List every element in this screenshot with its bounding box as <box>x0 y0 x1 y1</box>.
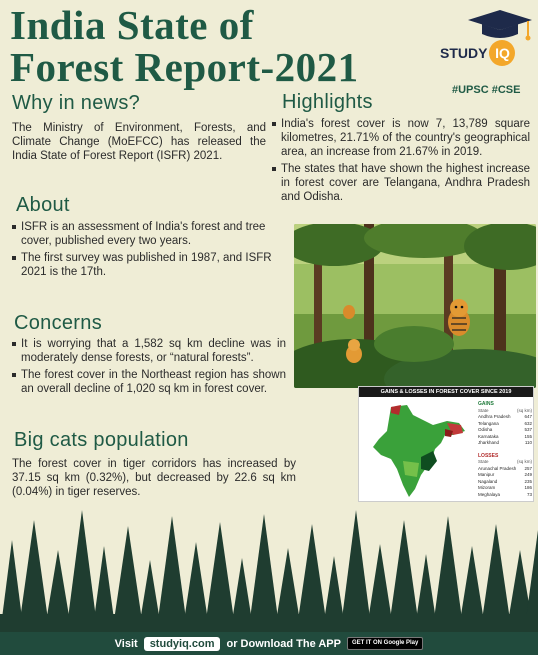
cell: Karnataka <box>478 433 499 439</box>
cell: 155 <box>524 433 532 439</box>
cell: Andhra Pradesh <box>478 414 511 419</box>
gains-table <box>478 401 532 498</box>
footer-bar <box>0 632 538 655</box>
list-item: India's forest cover is now 7, 13,789 square kilometres, 21.71% of the country's geographical area, an increase from 21.67% in 2019. <box>272 117 530 159</box>
gains-losses-map-card <box>358 386 534 502</box>
site-link[interactable]: studyiq.com <box>144 637 221 651</box>
big-cats-heading: Big cats population <box>14 429 189 451</box>
cell: Jharkhand <box>478 440 500 445</box>
cell: Telangana <box>478 420 499 426</box>
cell: 110 <box>524 440 532 445</box>
cell: 257 <box>524 465 532 471</box>
cell: Odisha <box>478 427 493 432</box>
gains-label: GAINS <box>478 401 494 407</box>
cell: 186 <box>524 485 532 490</box>
cell: 647 <box>524 414 532 419</box>
col-state: State <box>478 459 489 464</box>
google-play-badge[interactable]: GET IT ON Google Play <box>347 637 423 650</box>
why-in-news-text: The Ministry of Environment, Forests, and Climate Change (MoEFCC) has released the India State of Forest Report (ISFR) 2021. <box>12 122 266 162</box>
cell: 537 <box>524 427 532 432</box>
big-cats-text: The forest cover in tiger corridors has increased by 37.15 sq km (0.32%), but decreased by 22.6 sq km (0.04%) in tiger reserves. <box>12 458 296 498</box>
page-title <box>10 4 410 88</box>
cell: Meghalaya <box>478 491 501 497</box>
why-in-news-heading: Why in news? <box>12 92 141 114</box>
table-row <box>478 440 532 447</box>
losses-label: LOSSES <box>478 452 499 459</box>
concerns-heading: Concerns <box>14 312 102 334</box>
footer-download-text: or Download The APP <box>226 637 341 650</box>
concerns-list <box>12 337 286 399</box>
about-heading: About <box>16 194 70 216</box>
list-item: The first survey was published in 1987, and ISFR 2021 is the 17th. <box>12 251 274 279</box>
cell: Mizoram <box>478 485 496 490</box>
table-row <box>478 492 532 499</box>
map-card-title: GAINS & LOSSES IN FOREST COVER SINCE 2019 <box>359 387 533 397</box>
list-item: It is worrying that a 1,582 sq km decline was in moderately dense forests, or “natural forests”. <box>12 337 286 365</box>
cell: Nagaland <box>478 478 498 484</box>
title-line-1: India State of <box>10 2 254 48</box>
cell: 235 <box>524 478 532 484</box>
brand-logo[interactable] <box>440 40 515 66</box>
brand-iq: IQ <box>489 40 515 66</box>
list-item: The states that have shown the highest increase in forest cover are Telangana, Andhra Pradesh and Odisha. <box>272 162 530 204</box>
highlights-heading: Highlights <box>282 91 373 113</box>
cell: Manipur <box>478 472 495 477</box>
hashtag: #UPSC #CSE <box>452 84 521 96</box>
highlights-list <box>272 117 530 207</box>
footer-visit: Visit <box>114 637 138 650</box>
jungle-tiger-illustration <box>294 224 536 388</box>
brand-name: STUDY <box>440 45 488 61</box>
title-line-2: Forest Report-2021 <box>10 44 359 90</box>
cell: 73 <box>526 491 532 497</box>
col-state: State <box>478 407 489 413</box>
col-unit: (sq km) <box>517 459 532 464</box>
cell: 249 <box>524 472 532 477</box>
india-map-graphic <box>361 401 477 501</box>
about-list <box>12 220 274 282</box>
cell: Arunachal Pradesh <box>478 465 517 471</box>
tree-silhouettes <box>0 510 538 634</box>
list-item: The forest cover in the Northeast region has shown an overall decline of 1,020 sq km in forest cover. <box>12 368 286 396</box>
col-unit: (sq km) <box>517 407 532 413</box>
cell: 632 <box>524 420 532 426</box>
list-item: ISFR is an assessment of India's forest and tree cover, published every two years. <box>12 220 274 248</box>
